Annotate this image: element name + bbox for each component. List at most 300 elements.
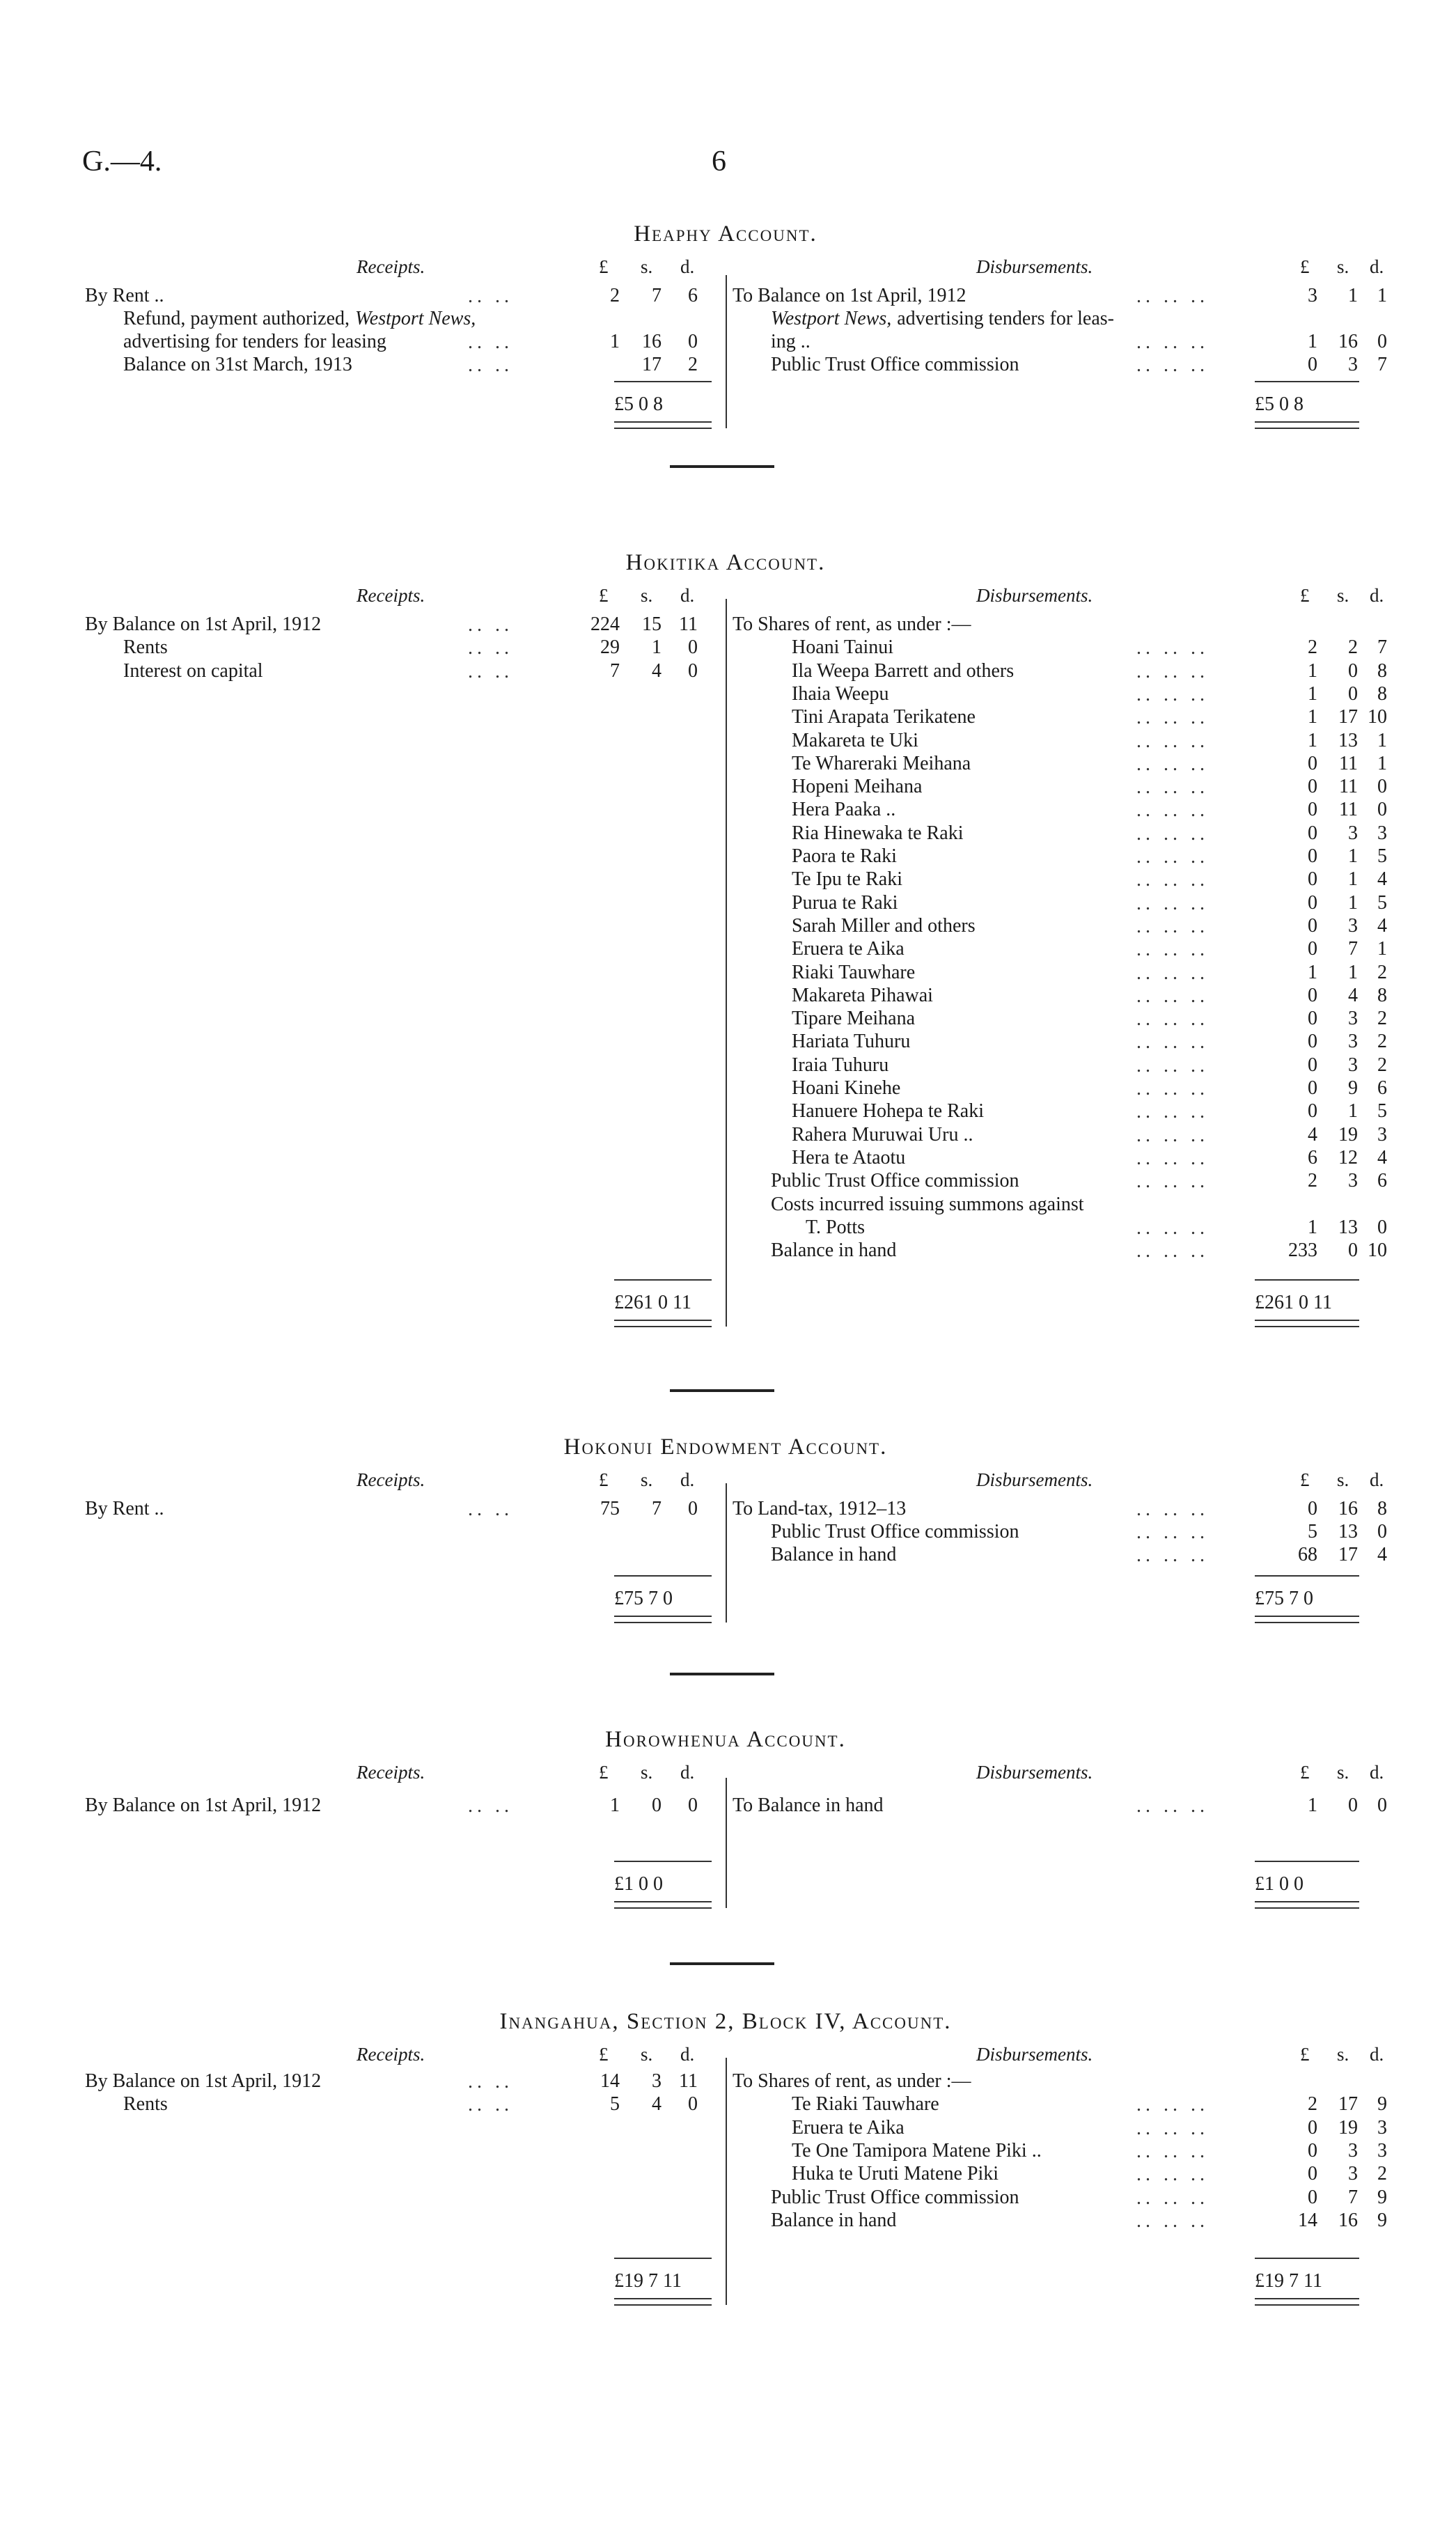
shillings-value: 17 bbox=[1338, 1544, 1358, 1565]
disbursement-label: Hoani Tainui bbox=[792, 636, 894, 658]
account-title: Heaphy Account. bbox=[634, 221, 817, 247]
dot-leader: .. .. bbox=[468, 354, 513, 376]
pounds-value: 1 bbox=[1308, 730, 1317, 751]
shillings-value: 1 bbox=[1348, 1100, 1358, 1122]
dot-leader: .. .. .. bbox=[1136, 939, 1209, 960]
receipt-row bbox=[123, 2093, 168, 2116]
receipts-heading: Receipts. bbox=[357, 2044, 425, 2065]
receipt-label: Balance on 31st March, 1913 bbox=[123, 354, 352, 375]
disbursements-lsd-head: d. bbox=[1370, 1469, 1384, 1490]
pence-value: 9 bbox=[1377, 2187, 1387, 2208]
disbursement-row: T. Potts bbox=[806, 1217, 866, 1238]
pounds-value: 68 bbox=[1298, 1544, 1317, 1565]
disbursements-lsd-head: d. bbox=[1370, 585, 1384, 606]
disbursement-label: To Land-tax, 1912–13 bbox=[733, 1498, 907, 1519]
dot-leader: .. .. .. bbox=[1136, 1148, 1209, 1169]
pounds-value: 0 bbox=[1308, 1054, 1317, 1076]
disbursement-row: Public Trust Office commission bbox=[771, 1170, 1019, 1191]
dot-leader: .. .. .. bbox=[1136, 893, 1209, 914]
receipts-double-rule bbox=[614, 2298, 712, 2306]
disbursements-heading: Disbursements. bbox=[976, 1469, 1093, 1490]
disbursement-label: Public Trust Office commission bbox=[771, 354, 1019, 375]
pounds-value: 0 bbox=[1308, 753, 1317, 774]
pence-value: 8 bbox=[1377, 985, 1387, 1006]
pounds-value: 3 bbox=[1308, 285, 1317, 306]
shillings-value: 16 bbox=[1338, 331, 1358, 352]
receipt-label: advertising for tenders for leasing bbox=[123, 331, 386, 352]
disbursements-total: £75 7 0 bbox=[1255, 1588, 1313, 1609]
pounds-value: 0 bbox=[1308, 776, 1317, 797]
shillings-value: 4 bbox=[1348, 985, 1358, 1006]
pence-value: 0 bbox=[688, 636, 698, 658]
disbursements-lsd-head: d. bbox=[1370, 256, 1384, 277]
disbursement-label: Ria Hinewaka te Raki bbox=[792, 822, 964, 844]
pence-value: 1 bbox=[1377, 938, 1387, 960]
disbursement-intro: To Shares of rent, as under :— bbox=[733, 2070, 971, 2092]
pounds-value: 5 bbox=[1308, 1521, 1317, 1542]
receipts-lsd-head: s. bbox=[641, 585, 653, 606]
pence-value: 1 bbox=[1377, 753, 1387, 774]
dot-leader: .. .. bbox=[468, 614, 513, 636]
pounds-value: 4 bbox=[1308, 1124, 1317, 1146]
receipts-lsd-head: d. bbox=[680, 2044, 695, 2065]
pence-value: 8 bbox=[1377, 683, 1387, 705]
pence-value: 2 bbox=[1377, 1031, 1387, 1052]
pence-value: 7 bbox=[1377, 354, 1387, 375]
disbursement-label: Hera te Ataotu bbox=[792, 1147, 906, 1168]
dot-leader: .. .. bbox=[468, 2094, 513, 2116]
shillings-value: 1 bbox=[652, 636, 662, 658]
shillings-value: 7 bbox=[1348, 938, 1358, 960]
pence-value: 10 bbox=[1368, 706, 1387, 728]
disbursements-lsd-head: s. bbox=[1337, 1762, 1349, 1783]
disbursement-label: Public Trust Office commission bbox=[771, 1521, 1019, 1542]
pence-value: 3 bbox=[1377, 822, 1387, 844]
shillings-value: 13 bbox=[1338, 1217, 1358, 1238]
pounds-value: 1 bbox=[1308, 660, 1317, 682]
disbursements-lsd-head: £ bbox=[1300, 256, 1310, 277]
disbursement-label: Paora te Raki bbox=[792, 845, 897, 867]
shillings-value: 1 bbox=[1348, 868, 1358, 890]
pounds-value: 0 bbox=[1308, 799, 1317, 820]
disbursement-label: Ihaia Weepu bbox=[792, 683, 889, 705]
dot-leader: .. .. .. bbox=[1136, 985, 1209, 1007]
disbursement-row: Balance in hand bbox=[771, 2210, 897, 2231]
pence-value: 5 bbox=[1377, 1100, 1387, 1122]
disbursements-lsd-head: s. bbox=[1337, 1469, 1349, 1490]
disbursements-heading: Disbursements. bbox=[976, 585, 1093, 606]
dot-leader: .. .. .. bbox=[1136, 776, 1209, 798]
receipts-lsd-head: d. bbox=[680, 1762, 695, 1783]
dot-leader: .. .. .. bbox=[1136, 1055, 1209, 1077]
pounds-value: 0 bbox=[1308, 1077, 1317, 1099]
receipts-heading: Receipts. bbox=[357, 256, 425, 277]
disbursement-label: Eruera te Aika bbox=[792, 938, 905, 960]
shillings-value: 3 bbox=[1348, 1054, 1358, 1076]
page-reference: G.—4. bbox=[82, 146, 162, 178]
pence-value: 4 bbox=[1377, 915, 1387, 937]
shillings-value: 11 bbox=[1339, 799, 1358, 820]
pounds-value: 0 bbox=[1308, 892, 1317, 914]
pence-value: 0 bbox=[1377, 1795, 1387, 1816]
shillings-value: 16 bbox=[1338, 1498, 1358, 1519]
dot-leader: .. .. .. bbox=[1136, 2187, 1209, 2209]
shillings-value: 0 bbox=[652, 1795, 662, 1816]
dot-leader: .. .. bbox=[468, 286, 513, 307]
disbursement-label: Makareta Pihawai bbox=[792, 985, 933, 1006]
disbursement-label: ing .. bbox=[771, 331, 811, 352]
shillings-value: 15 bbox=[642, 613, 662, 635]
disbursement-row bbox=[792, 2139, 1042, 2163]
disbursement-label: Riaki Tauwhare bbox=[792, 962, 916, 983]
disbursements-double-rule bbox=[1255, 2298, 1359, 2306]
receipts-lsd-head: £ bbox=[599, 2044, 609, 2065]
shillings-value: 13 bbox=[1338, 1521, 1358, 1542]
disbursements-lsd-head: £ bbox=[1300, 2044, 1310, 2065]
pence-value: 0 bbox=[1377, 1521, 1387, 1542]
dot-leader: .. .. .. bbox=[1136, 354, 1209, 376]
shillings-value: 3 bbox=[1348, 1170, 1358, 1191]
pence-value: 6 bbox=[688, 285, 698, 306]
receipts-lsd-head: £ bbox=[599, 1762, 609, 1783]
page-number: 6 bbox=[712, 146, 726, 178]
dot-leader: .. .. .. bbox=[1136, 661, 1209, 682]
receipts-total: £19 7 11 bbox=[614, 2270, 682, 2292]
pence-value: 3 bbox=[1377, 2140, 1387, 2162]
receipts-lsd-head: £ bbox=[599, 585, 609, 606]
receipt-label: Refund, payment authorized, bbox=[123, 308, 350, 329]
pounds-value: 2 bbox=[610, 285, 620, 306]
pence-value: 10 bbox=[1368, 1240, 1387, 1261]
receipts-heading: Receipts. bbox=[357, 1469, 425, 1490]
section-separator bbox=[670, 1389, 774, 1392]
shillings-value: 7 bbox=[1348, 2187, 1358, 2208]
dot-leader: .. .. .. bbox=[1136, 2141, 1209, 2162]
pence-value: 0 bbox=[688, 1498, 698, 1519]
pence-value: 4 bbox=[1377, 1147, 1387, 1168]
pounds-value: 1 bbox=[1308, 1217, 1317, 1238]
pence-value: 0 bbox=[1377, 799, 1387, 820]
disbursement-label: Hariata Tuhuru bbox=[792, 1031, 911, 1052]
disbursement-label: Tipare Meihana bbox=[792, 1008, 916, 1029]
shillings-value: 0 bbox=[1348, 683, 1358, 705]
disbursement-label: Hera Paaka .. bbox=[792, 799, 896, 820]
disbursements-lsd-head: d. bbox=[1370, 2044, 1384, 2065]
pence-value: 1 bbox=[1377, 730, 1387, 751]
pounds-value: 1 bbox=[610, 1795, 620, 1816]
disbursement-intro: To Shares of rent, as under :— bbox=[733, 613, 971, 635]
dot-leader: .. .. .. bbox=[1136, 1240, 1209, 1262]
pence-value: 2 bbox=[688, 354, 698, 375]
shillings-value: 17 bbox=[1338, 706, 1358, 728]
pence-value: 11 bbox=[679, 613, 698, 635]
receipts-lsd-head: d. bbox=[680, 1469, 695, 1490]
dot-leader: .. .. .. bbox=[1136, 869, 1209, 891]
dot-leader: .. .. .. bbox=[1136, 799, 1209, 821]
pounds-value: 5 bbox=[610, 2093, 620, 2115]
pence-value: 1 bbox=[1377, 285, 1387, 306]
dot-leader: .. .. .. bbox=[1136, 1008, 1209, 1030]
dot-leader: .. .. bbox=[468, 331, 513, 353]
shillings-value: 3 bbox=[1348, 2140, 1358, 2162]
dot-leader: .. .. .. bbox=[1136, 1499, 1209, 1520]
shillings-value: 17 bbox=[1338, 2093, 1358, 2115]
dot-leader: .. .. .. bbox=[1136, 707, 1209, 728]
pence-value: 0 bbox=[1377, 776, 1387, 797]
shillings-value: 0 bbox=[1348, 660, 1358, 682]
shillings-value: 7 bbox=[652, 285, 662, 306]
disbursement-label: Eruera te Aika bbox=[792, 2117, 905, 2139]
pounds-value: 0 bbox=[1308, 2140, 1317, 2162]
pence-value: 9 bbox=[1377, 2210, 1387, 2231]
dot-leader: .. .. .. bbox=[1136, 753, 1209, 775]
pence-value: 9 bbox=[1377, 2093, 1387, 2115]
pounds-value: 224 bbox=[590, 613, 620, 635]
disbursement-label: Sarah Miller and others bbox=[792, 915, 976, 937]
disbursements-lsd-head: d. bbox=[1370, 1762, 1384, 1783]
pence-value: 0 bbox=[1377, 331, 1387, 352]
shillings-value: 3 bbox=[1348, 354, 1358, 375]
pounds-value: 0 bbox=[1308, 915, 1317, 937]
pounds-value: 6 bbox=[1308, 1147, 1317, 1168]
disbursement-label: Balance in hand bbox=[771, 1544, 897, 1565]
receipt-row bbox=[85, 2070, 321, 2093]
dot-leader: .. .. .. bbox=[1136, 286, 1209, 307]
receipt-label: By Rent .. bbox=[85, 285, 164, 306]
pounds-value: 75 bbox=[600, 1498, 620, 1519]
disbursement-label: Hoani Kinehe bbox=[792, 1077, 901, 1099]
disbursements-lsd-head: s. bbox=[1337, 2044, 1349, 2065]
disbursements-subtotal-rule bbox=[1255, 2258, 1359, 2259]
shillings-value: 16 bbox=[642, 331, 662, 352]
pounds-value: 0 bbox=[1308, 938, 1317, 960]
pounds-value: 2 bbox=[1308, 636, 1317, 658]
pounds-value: 0 bbox=[1308, 868, 1317, 890]
pence-value: 6 bbox=[1377, 1170, 1387, 1191]
disbursements-heading: Disbursements. bbox=[976, 2044, 1093, 2065]
pence-value: 7 bbox=[1377, 636, 1387, 658]
disbursement-row: Balance in hand bbox=[771, 1240, 897, 1261]
dot-leader: .. .. .. bbox=[1136, 2094, 1209, 2116]
dot-leader: .. .. .. bbox=[1136, 916, 1209, 937]
pounds-value: 1 bbox=[1308, 331, 1317, 352]
shillings-value: 19 bbox=[1338, 2117, 1358, 2139]
disbursement-row: Public Trust Office commission bbox=[771, 2187, 1019, 2208]
pounds-value: 7 bbox=[610, 660, 620, 682]
receipts-heading: Receipts. bbox=[357, 1762, 425, 1783]
receipts-lsd-head: s. bbox=[641, 1469, 653, 1490]
dot-leader: .. .. .. bbox=[1136, 1125, 1209, 1146]
pence-value: 2 bbox=[1377, 2163, 1387, 2184]
section-separator bbox=[670, 465, 774, 468]
receipts-total: £5 0 8 bbox=[614, 393, 663, 415]
account-title: Horowhenua Account. bbox=[605, 1727, 846, 1752]
pounds-value: 0 bbox=[1308, 1498, 1317, 1519]
disbursements-lsd-head: £ bbox=[1300, 1469, 1310, 1490]
shillings-value: 1 bbox=[1348, 962, 1358, 983]
receipts-total: £261 0 11 bbox=[614, 1292, 691, 1313]
receipts-subtotal-rule bbox=[614, 2258, 712, 2259]
dot-leader: .. .. bbox=[468, 661, 513, 682]
disbursements-lsd-head: £ bbox=[1300, 585, 1310, 606]
pence-value: 5 bbox=[1377, 892, 1387, 914]
pounds-value: 0 bbox=[1308, 822, 1317, 844]
receipt-label: Interest on capital bbox=[123, 660, 263, 682]
disbursement-label: To Balance on 1st April, 1912 bbox=[733, 285, 966, 306]
pence-value: 8 bbox=[1377, 1498, 1387, 1519]
pounds-value: 0 bbox=[1308, 2187, 1317, 2208]
disbursement-label: Purua te Raki bbox=[792, 892, 898, 914]
pence-value: 0 bbox=[688, 1795, 698, 1816]
shillings-value: 4 bbox=[652, 2093, 662, 2115]
dot-leader: .. .. .. bbox=[1136, 684, 1209, 705]
pence-value: 4 bbox=[1377, 1544, 1387, 1565]
pounds-value: 0 bbox=[1308, 1031, 1317, 1052]
section-separator bbox=[670, 1962, 774, 1965]
shillings-value: 3 bbox=[1348, 1008, 1358, 1029]
section-separator bbox=[670, 1673, 774, 1675]
receipts-lsd-head: s. bbox=[641, 256, 653, 277]
shillings-value: 3 bbox=[1348, 822, 1358, 844]
dot-leader: .. .. bbox=[468, 1499, 513, 1520]
pence-value: 2 bbox=[1377, 962, 1387, 983]
pounds-value: 2 bbox=[1308, 1170, 1317, 1191]
receipt-label: Rents bbox=[123, 2093, 168, 2115]
shillings-value: 3 bbox=[652, 2070, 662, 2092]
account-title: Hokonui Endowment Account. bbox=[563, 1435, 888, 1460]
shillings-value: 0 bbox=[1348, 1795, 1358, 1816]
shillings-value: 9 bbox=[1348, 1077, 1358, 1099]
pounds-value: 0 bbox=[1308, 1008, 1317, 1029]
disbursement-label-italic: Westport News, bbox=[771, 308, 892, 329]
dot-leader: .. .. .. bbox=[1136, 2210, 1209, 2232]
pence-value: 2 bbox=[1377, 1054, 1387, 1076]
shillings-value: 19 bbox=[1338, 1124, 1358, 1146]
disbursements-total: £261 0 11 bbox=[1255, 1292, 1332, 1313]
shillings-value: 16 bbox=[1338, 2210, 1358, 2231]
disbursement-label: Hopeni Meihana bbox=[792, 776, 923, 797]
disbursement-label: Te Whareraki Meihana bbox=[792, 753, 971, 774]
disbursement-label: Te Ipu te Raki bbox=[792, 868, 902, 890]
receipts-lsd-head: d. bbox=[680, 585, 695, 606]
disbursements-total: £1 0 0 bbox=[1255, 1873, 1304, 1895]
disbursement-label: Iraia Tuhuru bbox=[792, 1054, 889, 1076]
pence-value: 0 bbox=[688, 331, 698, 352]
pounds-value: 29 bbox=[600, 636, 620, 658]
pounds-value: 14 bbox=[600, 2070, 620, 2092]
shillings-value: 17 bbox=[642, 354, 662, 375]
shillings-value: 7 bbox=[652, 1498, 662, 1519]
disbursements-heading: Disbursements. bbox=[976, 256, 1093, 277]
dot-leader: .. .. .. bbox=[1136, 962, 1209, 984]
receipt-label: Rents bbox=[123, 636, 168, 658]
receipts-lsd-head: d. bbox=[680, 256, 695, 277]
disbursement-label: Ila Weepa Barrett and others bbox=[792, 660, 1015, 682]
disbursement-label: Te One Tamipora Matene Piki .. bbox=[792, 2140, 1042, 2162]
pence-value: 5 bbox=[1377, 845, 1387, 867]
receipts-lsd-head: £ bbox=[599, 1469, 609, 1490]
dot-leader: .. .. .. bbox=[1136, 637, 1209, 659]
receipt-label-italic: Westport News, bbox=[355, 308, 476, 329]
dot-leader: .. .. .. bbox=[1136, 331, 1209, 353]
pence-value: 0 bbox=[688, 660, 698, 682]
dot-leader: .. .. .. bbox=[1136, 1522, 1209, 1543]
disbursement-label: Makareta te Uki bbox=[792, 730, 918, 751]
disbursement-label: Rahera Muruwai Uru .. bbox=[792, 1124, 973, 1146]
dot-leader: .. .. .. bbox=[1136, 846, 1209, 868]
pounds-value: 0 bbox=[1308, 985, 1317, 1006]
disbursement-row bbox=[792, 2093, 939, 2116]
disbursements-lsd-head: s. bbox=[1337, 585, 1349, 606]
pounds-value: 0 bbox=[1308, 2117, 1317, 2139]
disbursement-label: Tini Arapata Terikatene bbox=[792, 706, 976, 728]
shillings-value: 4 bbox=[652, 660, 662, 682]
dot-leader: .. .. .. bbox=[1136, 823, 1209, 845]
dot-leader: .. .. .. bbox=[1136, 2164, 1209, 2185]
shillings-value: 11 bbox=[1339, 753, 1358, 774]
pence-value: 2 bbox=[1377, 1008, 1387, 1029]
pounds-value: 0 bbox=[1308, 2163, 1317, 2184]
shillings-value: 3 bbox=[1348, 2163, 1358, 2184]
pounds-value: 0 bbox=[1308, 354, 1317, 375]
pence-value: 4 bbox=[1377, 868, 1387, 890]
dot-leader: .. .. .. bbox=[1136, 2118, 1209, 2139]
receipt-label: By Rent .. bbox=[85, 1498, 164, 1519]
pounds-value: 1 bbox=[1308, 1795, 1317, 1816]
receipt-label: By Balance on 1st April, 1912 bbox=[85, 1795, 322, 1816]
pounds-value: 0 bbox=[1308, 845, 1317, 867]
dot-leader: .. .. bbox=[468, 637, 513, 659]
disbursement-label: Hanuere Hohepa te Raki bbox=[792, 1100, 984, 1122]
disbursements-total: £19 7 11 bbox=[1255, 2270, 1322, 2292]
shillings-value: 11 bbox=[1339, 776, 1358, 797]
disbursement-label: advertising tenders for leas- bbox=[897, 308, 1114, 329]
dot-leader: .. .. bbox=[468, 2071, 513, 2093]
receipt-label: By Balance on 1st April, 1912 bbox=[85, 613, 322, 635]
disbursement-row: Costs incurred issuing summons against bbox=[771, 1194, 1084, 1215]
dot-leader: .. .. .. bbox=[1136, 1101, 1209, 1123]
pence-value: 0 bbox=[1377, 1217, 1387, 1238]
pounds-value: 233 bbox=[1288, 1240, 1317, 1261]
pounds-value: 0 bbox=[1308, 1100, 1317, 1122]
receipts-total: £1 0 0 bbox=[614, 1873, 663, 1895]
receipt-label: By Balance on 1st April, 1912 bbox=[85, 2070, 322, 2092]
pounds-value: 1 bbox=[1308, 706, 1317, 728]
shillings-value: 1 bbox=[1348, 285, 1358, 306]
disbursement-row bbox=[792, 2162, 999, 2186]
receipts-total: £75 7 0 bbox=[614, 1588, 673, 1609]
pence-value: 0 bbox=[688, 2093, 698, 2115]
dot-leader: .. .. .. bbox=[1136, 1171, 1209, 1192]
pence-value: 3 bbox=[1377, 1124, 1387, 1146]
receipts-lsd-head: £ bbox=[599, 256, 609, 277]
dot-leader: .. .. .. bbox=[1136, 730, 1209, 752]
dot-leader: .. .. .. bbox=[1136, 1031, 1209, 1053]
disbursements-lsd-head: £ bbox=[1300, 1762, 1310, 1783]
shillings-value: 1 bbox=[1348, 892, 1358, 914]
pounds-value: 1 bbox=[610, 331, 620, 352]
disbursements-lsd-head: s. bbox=[1337, 256, 1349, 277]
pounds-value: 2 bbox=[1308, 2093, 1317, 2115]
disbursement-label: Huka te Uruti Matene Piki bbox=[792, 2163, 999, 2184]
pence-value: 3 bbox=[1377, 2117, 1387, 2139]
shillings-value: 3 bbox=[1348, 1031, 1358, 1052]
account-title: Hokitika Account. bbox=[625, 550, 826, 575]
dot-leader: .. .. .. bbox=[1136, 1078, 1209, 1100]
shillings-value: 12 bbox=[1338, 1147, 1358, 1168]
pounds-value: 1 bbox=[1308, 962, 1317, 983]
pounds-value: 1 bbox=[1308, 683, 1317, 705]
